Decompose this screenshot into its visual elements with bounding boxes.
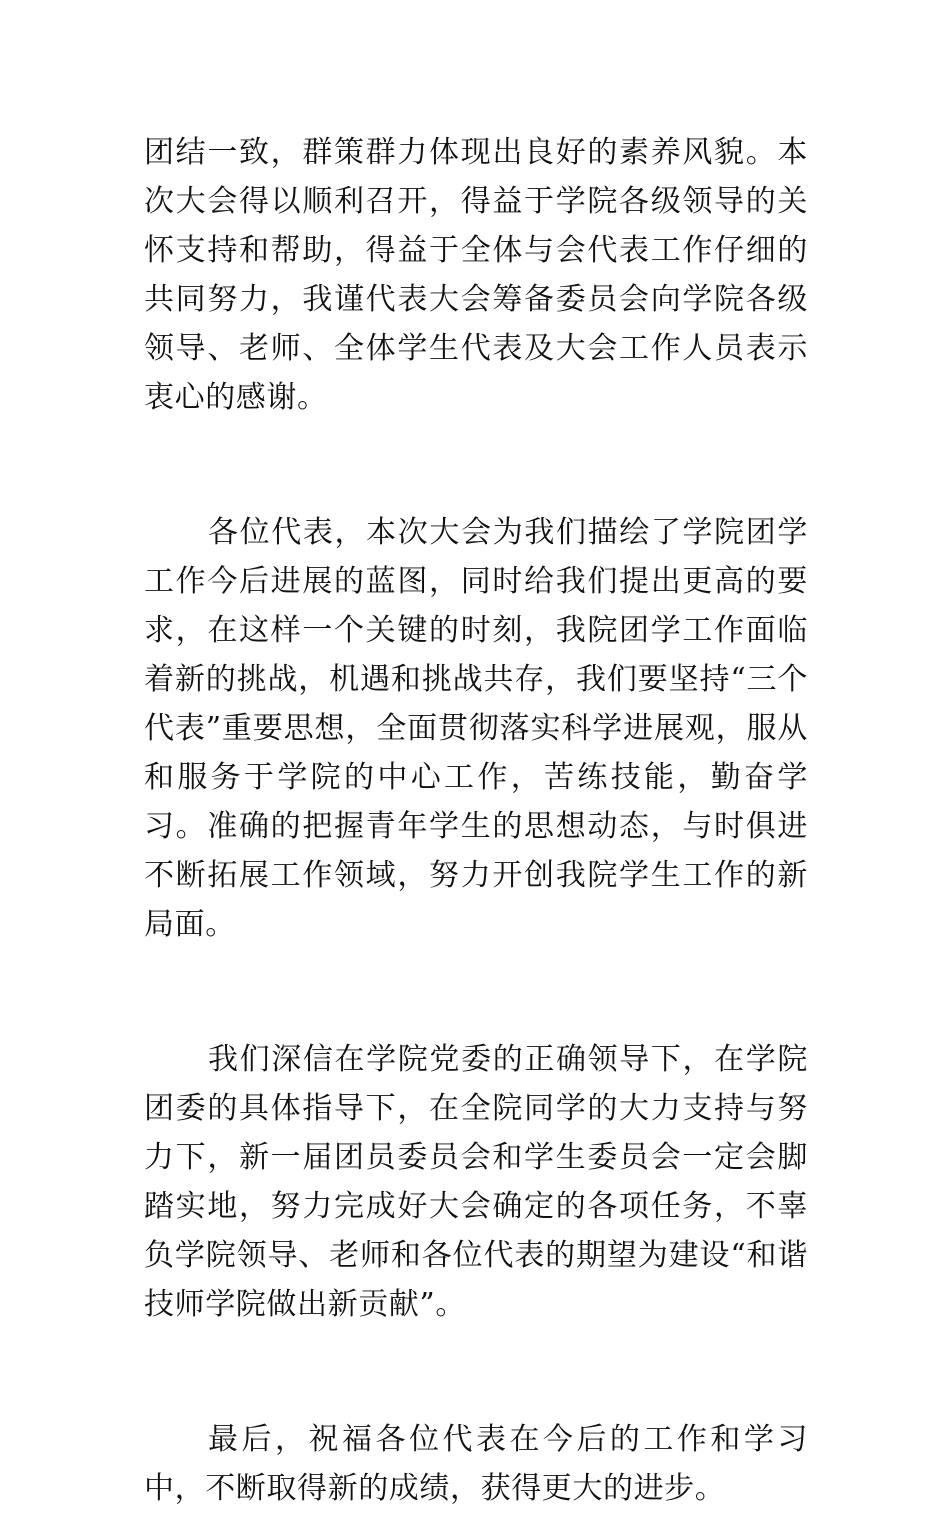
paragraph-closing: 最后，祝福各位代表在今后的工作和学习中，不断取得新的成绩，获得更大的进步。 xyxy=(144,1422,808,1506)
paragraph-continuation: 团结一致，群策群力体现出良好的素养风貌。本次大会得以顺利召开，得益于学院各级领导的关怀支持和帮助，得益于全体与会代表工作仔细的共同努力，我谨代表大会筹备委员会向学院各级领导、老师、全体学生代表及大会工作人员表示衷心的感谢。 xyxy=(144,135,808,415)
paragraph-belief: 我们深信在学院党委的正确领导下，在学院团委的具体指导下，在全院同学的大力支持与努力下，新一届团员委员会和学生委员会一定会脚踏实地，努力完成好大会确定的各项任务，不辜负学院领导、老师和各位代表的期望为建设“和谐技师学院做出新贡献”。 xyxy=(144,1042,808,1322)
paragraph-blueprint: 各位代表，本次大会为我们描绘了学院团学工作今后进展的蓝图，同时给我们提出更高的要求，在这样一个关键的时刻，我院团学工作面临着新的挑战，机遇和挑战共存，我们要坚持“三个代表”重要思想，全面贯彻落实科学进展观，服从和服务于学院的中心工作，苦练技能，勤奋学习。准确的把握青年学生的思想动态，与时俱进不断拓展工作领域，努力开创我院学生工作的新局面。 xyxy=(144,515,808,942)
document-body xyxy=(144,128,808,1513)
paragraph-gap xyxy=(144,1329,808,1415)
paragraph-gap xyxy=(144,949,808,1035)
paragraph-gap xyxy=(144,422,808,508)
